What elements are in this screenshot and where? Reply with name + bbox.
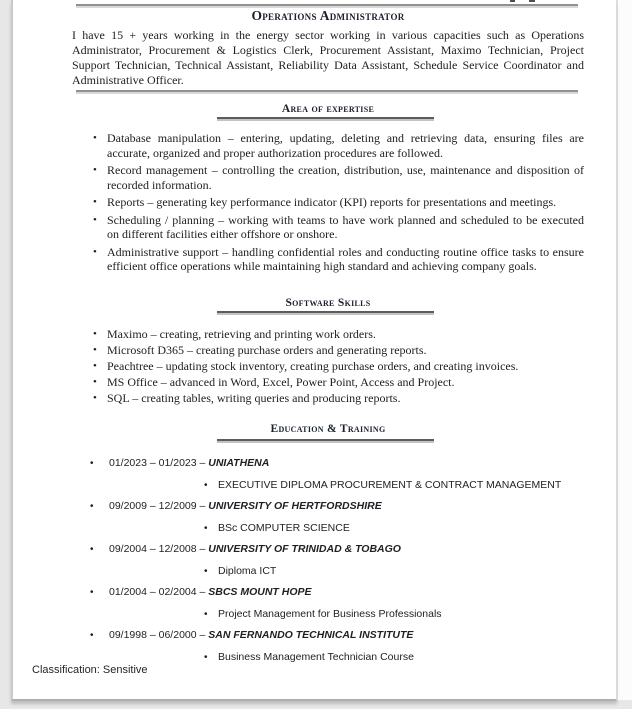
summary-paragraph: I have 15 + years working in the energy sector working in various capacities such as Operations Administrator, Procurement & Logistics Clerk, Procurement Assistant, Maximo Technician, Project Support Technician, Technical Assistant, Reliability Data Assistant, Schedule Service Coordinator and Administrative Officer. bbox=[72, 28, 584, 87]
classification-label: Classification: Sensitive bbox=[32, 664, 148, 676]
bullet-icon: • bbox=[90, 630, 94, 641]
education-qualification-row bbox=[13, 522, 619, 535]
adjacent-page-edge bbox=[618, 0, 632, 700]
education-qualification: Diploma ICT bbox=[218, 564, 277, 577]
education-entry bbox=[13, 586, 619, 599]
education-entry bbox=[13, 500, 619, 513]
section-heading-expertise: Area of expertise bbox=[281, 103, 375, 115]
heading-underline bbox=[217, 311, 434, 315]
section-divider-rule bbox=[76, 90, 578, 94]
education-qualification: Project Management for Business Professionals bbox=[218, 607, 442, 620]
list-item: • Maximo – creating, retrieving and printing work orders. bbox=[90, 327, 584, 342]
heading-underline bbox=[217, 117, 434, 121]
list-item: • Microsoft D365 – creating purchase orders and generating reports. bbox=[90, 343, 584, 358]
bullet-icon: • bbox=[90, 501, 94, 512]
education-institution: UNIVERSITY OF HERTFORDSHIRE bbox=[208, 500, 382, 512]
bullet-icon: • bbox=[90, 544, 94, 555]
bullet-icon: • bbox=[90, 587, 94, 598]
education-qualification: EXECUTIVE DIPLOMA PROCUREMENT & CONTRACT MANAGEMENT bbox=[218, 478, 562, 491]
section-heading-education: Education & Training bbox=[270, 423, 386, 435]
education-institution: SAN FERNANDO TECHNICAL INSTITUTE bbox=[208, 629, 414, 641]
expertise-list bbox=[90, 131, 584, 277]
cut-off-text-fragment bbox=[510, 0, 515, 2]
education-institution: UNIVERSITY OF TRINIDAD & TOBAGO bbox=[208, 543, 401, 555]
bullet-icon: • bbox=[204, 608, 208, 620]
document-title: Operations Administrator bbox=[251, 8, 405, 23]
list-item: • SQL – creating tables, writing queries and producing reports. bbox=[90, 391, 584, 406]
list-item: • Reports – generating key performance indicator (KPI) reports for presentations and meetings. bbox=[90, 195, 584, 210]
list-item: • Record management – controlling the creation, distribution, use, maintenance and disposition of recorded information. bbox=[90, 163, 584, 192]
education-dates: 01/2023 – 01/2023 – bbox=[109, 457, 209, 469]
bullet-icon: • bbox=[204, 565, 208, 577]
education-dates: 01/2004 – 02/2004 – bbox=[109, 586, 209, 598]
education-entry bbox=[13, 457, 619, 470]
education-qualification-row bbox=[13, 651, 619, 664]
education-qualification-row bbox=[13, 608, 619, 621]
education-dates: 09/2009 – 12/2009 – bbox=[109, 500, 209, 512]
cut-off-text-fragment bbox=[529, 0, 535, 2]
list-item: • Administrative support – handling confidential roles and conducting routine office tasks to ensure efficient office operations while maintaining high standard and achieving company goals. bbox=[90, 245, 584, 274]
education-qualification-row bbox=[13, 565, 619, 578]
education-entry bbox=[13, 629, 619, 642]
education-entry bbox=[13, 543, 619, 556]
education-list bbox=[13, 457, 619, 672]
bullet-icon: • bbox=[204, 651, 208, 663]
software-skills-list bbox=[90, 327, 584, 407]
bullet-icon: • bbox=[204, 522, 208, 534]
education-qualification: Business Management Technician Course bbox=[218, 650, 414, 663]
list-item: • MS Office – advanced in Word, Excel, Power Point, Access and Project. bbox=[90, 375, 584, 390]
section-heading-software-skills: Software Skills bbox=[285, 297, 371, 309]
resume-page bbox=[11, 0, 617, 701]
list-item: • Database manipulation – entering, updating, deleting and retrieving data, ensuring files are accurate, organized and proper authorization procedures are followed. bbox=[90, 131, 584, 160]
list-item: • Peachtree – updating stock inventory, creating purchase orders, and creating invoices. bbox=[90, 359, 584, 374]
education-institution: UNIATHENA bbox=[208, 457, 270, 469]
education-qualification: BSc COMPUTER SCIENCE bbox=[218, 521, 350, 534]
education-qualification-row bbox=[13, 479, 619, 492]
education-dates: 09/1998 – 06/2000 – bbox=[109, 629, 209, 641]
heading-underline bbox=[217, 439, 434, 443]
bullet-icon: • bbox=[90, 458, 94, 469]
education-dates: 09/2004 – 12/2008 – bbox=[109, 543, 209, 555]
list-item: • Scheduling / planning – working with teams to have work planned and scheduled to be executed on different facilities either offshore or onshore. bbox=[90, 213, 584, 242]
bullet-icon: • bbox=[204, 479, 208, 491]
education-institution: SBCS MOUNT HOPE bbox=[208, 586, 312, 598]
